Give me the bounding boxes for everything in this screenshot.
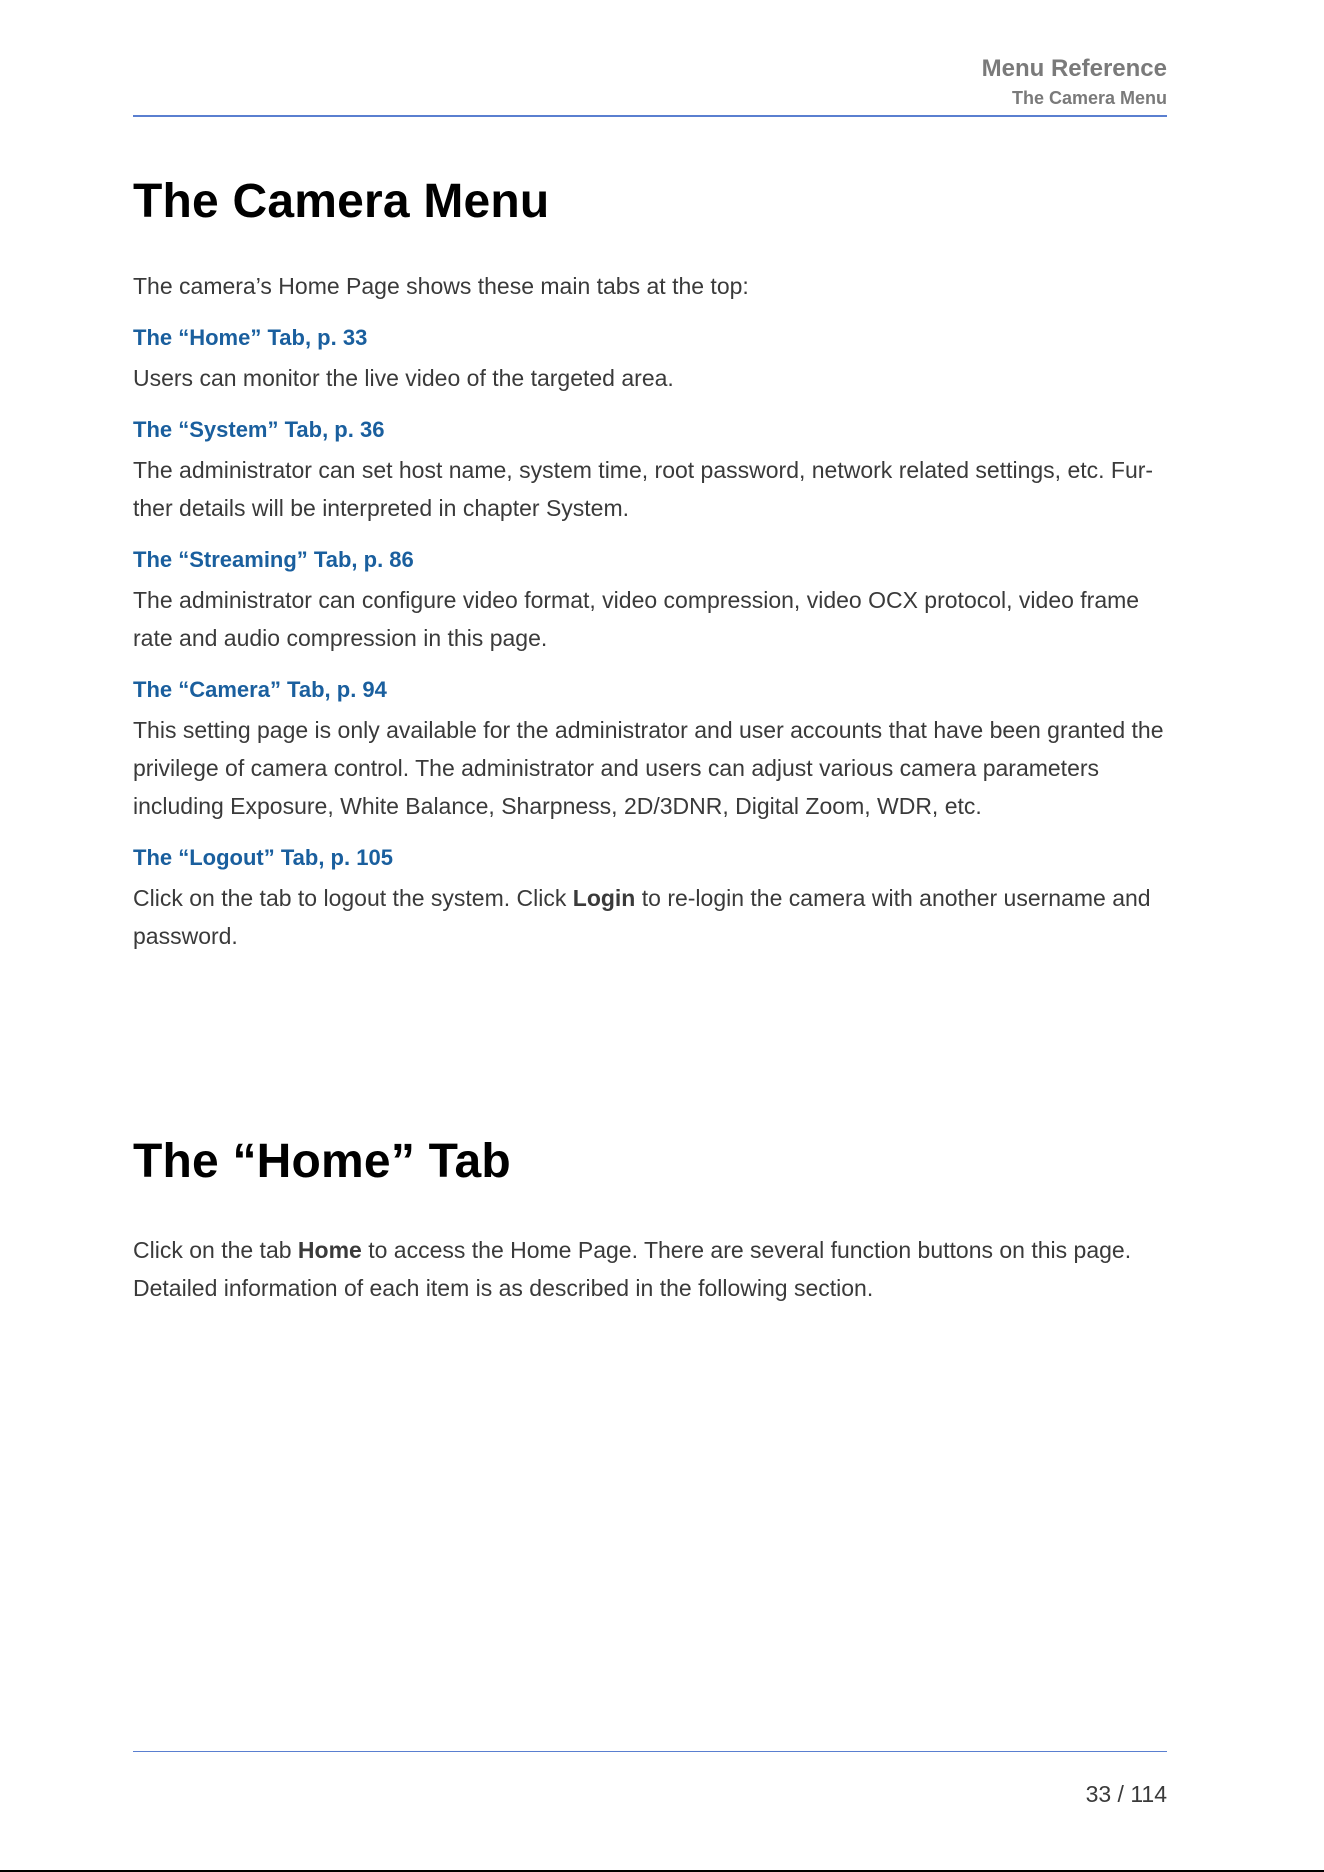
footer-divider bbox=[133, 1751, 1167, 1752]
home-tab-link[interactable]: The “Home” Tab, p. 33 bbox=[133, 325, 368, 350]
header-section-title: The Camera Menu bbox=[1011, 88, 1167, 108]
camera-menu-intro: The camera’s Home Page shows these main tabs at the top: bbox=[133, 273, 749, 299]
home-tab-heading: The “Home” Tab bbox=[133, 1135, 511, 1188]
tab-entry-home bbox=[133, 320, 1173, 397]
system-tab-link[interactable]: The “System” Tab, p. 36 bbox=[133, 417, 385, 442]
running-header bbox=[982, 54, 1167, 110]
tab-entry-streaming bbox=[133, 542, 1173, 657]
home-intro-text-end: to access the Home Page. There are several function buttons on this page. Detailed information of each item is as described in the following section. bbox=[133, 1237, 1132, 1301]
system-tab-description: The administrator can set host name, system time, root password, network related settings, etc. Fur- ther details will be interpreted in chapter System. bbox=[133, 457, 1154, 521]
page-number: 33 / 114 bbox=[1085, 1781, 1167, 1807]
home-intro-text-start: Click on the tab bbox=[133, 1237, 298, 1263]
camera-menu-heading: The Camera Menu bbox=[133, 175, 550, 228]
logout-tab-description bbox=[133, 879, 1173, 955]
tab-entry-system bbox=[133, 412, 1173, 527]
logout-desc-text-start: Click on the tab to logout the system. Click bbox=[133, 885, 573, 911]
camera-tab-link[interactable]: The “Camera” Tab, p. 94 bbox=[133, 677, 387, 702]
tab-entry-camera bbox=[133, 672, 1173, 825]
tab-entry-logout bbox=[133, 840, 1173, 955]
home-keyword: Home bbox=[297, 1237, 362, 1263]
header-divider bbox=[133, 115, 1167, 117]
home-tab-description: Users can monitor the live video of the targeted area. bbox=[133, 365, 674, 391]
home-tab-section bbox=[133, 1126, 1173, 1307]
streaming-tab-description: The administrator can configure video format, video compression, video OCX protocol, video frame rate and audio compression in this page. bbox=[133, 587, 1140, 651]
login-keyword: Login bbox=[572, 885, 636, 911]
logout-tab-link[interactable]: The “Logout” Tab, p. 105 bbox=[133, 845, 393, 870]
camera-tab-description: This setting page is only available for the administrator and user accounts that have been granted the privilege of camera control. The administrator and users can adjust various camera parameters including Exposure, White Balance, Sharpness, 2D/3DNR, Digital Zoom, WDR, etc. bbox=[133, 717, 1164, 819]
header-chapter-title: Menu Reference bbox=[981, 55, 1167, 82]
logout-desc-text-end: to re-login the camera with another username and password. bbox=[133, 885, 1151, 949]
camera-menu-section bbox=[133, 166, 1173, 955]
home-tab-intro bbox=[133, 1231, 1173, 1307]
streaming-tab-link[interactable]: The “Streaming” Tab, p. 86 bbox=[133, 547, 414, 572]
